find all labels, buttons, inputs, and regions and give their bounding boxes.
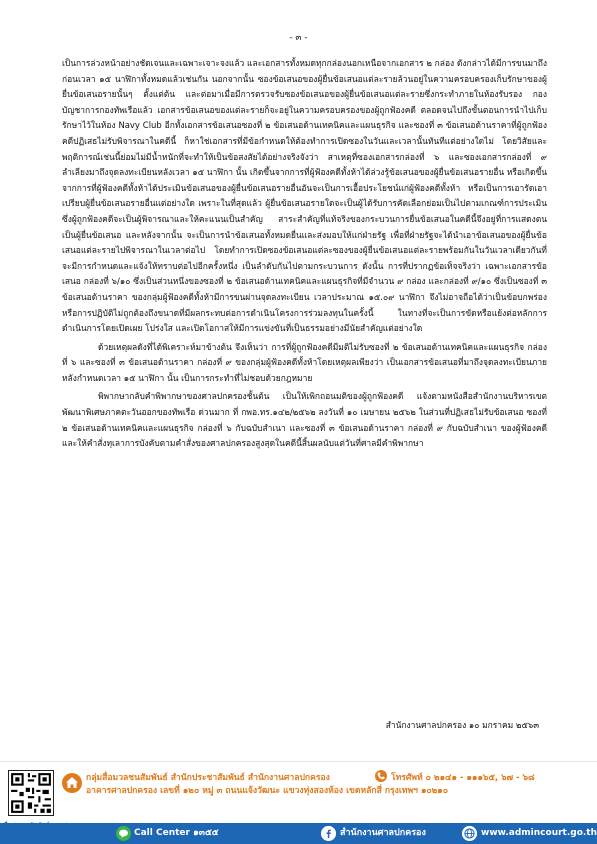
call-center[interactable]: Call Center ๑๓๕๕ — [134, 828, 219, 838]
org-name: กลุ่มสื่อมวลชนสัมพันธ์ สำนักประชาสัมพันธ์ สำนักงานศาลปกครอง — [86, 773, 330, 783]
paragraph-continuation: เป็นการล่วงหน้าอย่างชัดเจนและเฉพาะเจาะจงแล้ว และเอกสารทั้งหมดทุกกล่องนอกเหนือจากเอกสาร ๒ กล่อง ดังกล่าวได้มีการขนมาถึงก่อนเวลา ๑๕ นาฬิกาทั้งหมดแล้วเช่นกัน นอกจากนั้น ซองข้อเสนอของผู้ยื่นข้อเสนอแต่ละรายล้วนอยู่ในความครอบครองเก็บรักษาของผู้ยื่นข้อเสนอรายนั้นๆ ตั้งแต่ต้น และต่อมาเมื่อมีการตรวจรับซองข้อเสนอของผู้ยื่นข้อเสนอแต่ละรายซึ่งกระทำภายในห้องรับรอง กองบัญชาการกองทัพเรือแล้ว เอกสารข้อเสนอของแต่ละรายก็จะอยู่ในความครอบครองของผู้ถูกฟ้องคดี ตลอดจนไปถึงขั้นตอนการนำไปเก็บรักษาไว้ในห้อง Navy Club อีกทั้งเอกสารข้อเสนอซองที่ ๒ ข้อเสนอด้านเทคนิคและแผนธุรกิจ และซองที่ ๓ ข้อเสนอด้านราคาที่ผู้ถูกฟ้องคดีปฏิเสธไม่รับพิจารณาในคดีนี้ ก็หาใช่เอกสารที่มีข้อกำหนดให้ต้องทำการเปิดซองในวันและเวลานั้นทันทีแต่อย่างใดไม่ โดยวิสัยและพฤติการณ์เช่นนี้ย่อมไม่มีน้ำหนักที่จะทำให้เป็นข้อสงสัยได้อย่างจริงจังว่า สาเหตุที่ซองเอกสารกล่องที่ ๖ และซองเอกสารกล่องที่ ๙ ลำเลียงมาถึงจุดลงทะเบียนหลังเวลา ๑๕ นาฬิกา นั้น เกิดขึ้นจากการที่ผู้ฟ้องคดีทั้งห้าได้ล่วงรู้ข้อเสนอของผู้ยื่นข้อเสนอรายอื่น หรือเกิดขึ้นจากการที่ผู้ฟ้องคดีทั้งห้าได้ประเมินข้อเสนอของผู้ยื่นข้อเสนอรายอื่นอันจะเป็นการเอื้อประโยชน์แก่ผู้ฟ้องคดีทั้งห้า หรือเป็นการเอารัดเอาเปรียบผู้ยื่นข้อเสนอรายอื่นแต่อย่างใด เพราะในที่สุดแล้ว ผู้ยื่นข้อเสนอรายใดจะเป็นผู้ได้รับการคัดเลือกย่อมเป็นไปตามเกณฑ์การประเมินซึ่งผู้ถูกฟ้องคดีจะเป็นผู้พิจารณาและให้คะแนนเป็นสำคัญ สาระสำคัญที่แท้จริงของกระบวนการยื่นข้อเสนอในคดีนี้จึงอยู่ที่การแสดงตนเป็นผู้ยื่นข้อเสนอ และหลังจากนั้น จะเป็นการนำข้อเสนอทั้งหมดยื่นและส่งมอบให้แก่ฝ่ายรัฐ เพื่อที่ฝ่ายรัฐจะได้นำเอาข้อเสนอของผู้ยื่นข้อเสนอแต่ละรายไปพิจารณาในเวลาต่อไป โดยทำการเปิดซองข้อเสนอแต่ละซองของผู้ยื่นข้อเสนอแต่ละรายพร้อมกันในวันเวลาเดียวกันที่จะมีการกำหนดและแจ้งให้ทราบต่อไปอีกครั้งหนึ่ง เป็นลำดับกันไปตามกระบวนการ ดังนั้น การที่ปรากฏข้อเท็จจริงว่า เฉพาะเอกสารข้อเสนอ กล่องที่ ๖/๑๐ ซึ่งเป็นส่วนหนึ่งของซองที่ ๒ ข้อเสนอด้านเทคนิคและแผนธุรกิจที่มีจำนวน ๙ กล่อง และกล่องที่ ๙/๑๐ ซึ่งเป็นซองที่ ๓ ข้อเสนอด้านราคา ของกลุ่มผู้ฟ้องคดีทั้งห้ามีการขนผ่านจุดลงทะเบียน เวลาประมาณ ๑๕.๐๙ นาฬิกา จึงไม่อาจถือได้ว่าเป็นข้อบกพร่องหรือการปฏิบัติไม่ถูกต้องถึงขนาดที่มีผลกระทบต่อการดำเนินโครงการร่วมลงทุนในครั้งนี้ ในทางที่จะเป็นการขัดหรือแย้งต่อหลักการดำเนินการโดยเปิดเผย โปร่งใส และเปิดโอกาสให้มีการแข่งขันที่เป็นธรรมอย่างมีนัยสำคัญแต่อย่างใด — [62, 58, 547, 334]
signoff: สำนักงานศาลปกครอง ๑๐ มกราคม ๒๕๖๓ — [385, 720, 539, 730]
phone-icon — [375, 770, 387, 782]
qr-code-icon[interactable] — [8, 770, 54, 816]
body-text — [62, 56, 547, 452]
website-link[interactable]: www.admincourt.go.th — [481, 828, 597, 838]
paragraph-judgment: พิพากษากลับคำพิพากษาของศาลปกครองชั้นต้น เป็นให้เพิกถอนมติของผู้ถูกฟ้องคดี แจ้งตามหนังสือสำนักงานบริหารเขตพัฒนาพิเศษภาคตะวันออกของทัพเรือ ด่วนมาก ที่ กพอ.ทร.๑๔๒/๒๕๖๒ ลงวันที่ ๑๐ เมษายน ๒๕๖๒ ในส่วนที่ปฏิเสธไม่รับข้อเสนอ ซองที่ ๒ ข้อเสนอด้านเทคนิคและแผนธุรกิจ กล่องที่ ๖ กับฉบับสำเนา และซองที่ ๓ ข้อเสนอด้านราคา กล่องที่ ๙ กับฉบับสำเนา ของผู้ฟ้องคดี และให้คำสั่งทุเลาการบังคับตามคำสั่งของศาลปกครองสูงสุดในคดีนี้สิ้นผลนับแต่วันที่ศาลมีคำพิพากษา — [62, 391, 547, 449]
facebook-icon[interactable] — [321, 826, 336, 841]
paragraph-reasoning: ด้วยเหตุผลดังที่ได้พิเคราะห์มาข้างต้น จึงเห็นว่า การที่ผู้ถูกฟ้องคดีมีมติไม่รับซองที่ ๒ ข้อเสนอด้านเทคนิคและแผนธุรกิจ กล่องที่ ๖ และซองที่ ๓ ข้อเสนอด้านราคา กล่องที่ ๙ ของกลุ่มผู้ฟ้องคดีทั้งห้าโดยเหตุผลเพียงว่า เป็นเอกสารข้อเสนอที่มาถึงจุดลงทะเบียนภายหลังกำหนดเวลา ๑๕ นาฬิกา นั้น เป็นการกระทำที่ไม่ชอบด้วยกฎหมาย — [62, 341, 547, 383]
facebook-page[interactable]: สำนักงานศาลปกครอง — [340, 828, 426, 838]
line-chat-icon[interactable] — [116, 826, 131, 841]
org-address: อาคารศาลปกครอง เลขที่ ๑๒๐ หมู่ ๓ ถนนแจ้งวัฒนะ แขวงทุ่งสองห้อง เขตหลักสี่ กรุงเทพฯ ๑๐๒๑๐ — [86, 786, 449, 796]
footer — [0, 761, 597, 844]
page-number: - ๓ - — [289, 33, 308, 43]
home-icon — [62, 773, 82, 793]
globe-icon — [462, 826, 477, 841]
phone-number[interactable]: โทรศัพท์ ๐ ๒๑๔๑ - ๑๑๑๖๕, ๖๗ - ๖๘ — [391, 773, 535, 783]
contact-bar — [0, 823, 597, 844]
